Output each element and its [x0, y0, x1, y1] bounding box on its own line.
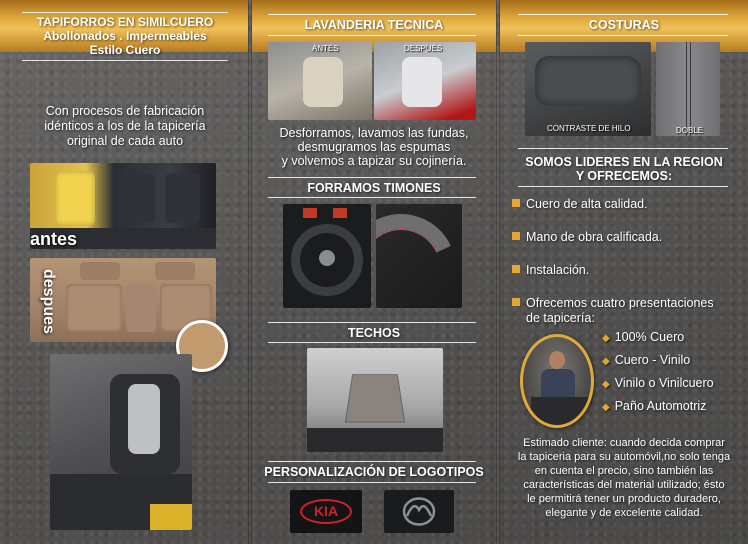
intro-line-3: original de cada auto [66, 134, 184, 148]
techos-title: TECHOS [347, 326, 401, 340]
option-text: Cuero - Vinilo [614, 353, 691, 367]
col1-title: TAPIFORROS EN SIMILCUERO [36, 15, 214, 29]
bullet-item-3 [512, 263, 589, 277]
intro-line-2: idénticos a los de la tapicería [44, 119, 206, 133]
option-text: Vinilo o Vinilcuero [614, 376, 714, 390]
bullet-text: Mano de obra calificada. [526, 230, 663, 244]
column-divider [496, 0, 500, 544]
worker-photo [520, 334, 594, 428]
caption-contraste: CONTRASTE DE HILO [547, 124, 631, 133]
column-divider [248, 0, 252, 544]
costura-doble-photo [656, 42, 720, 136]
logotipos-title: PERSONALIZACIÓN DE LOGOTIPOS [264, 465, 484, 479]
bullet-item-1 [512, 197, 648, 211]
label-antes: antes [30, 229, 78, 249]
bullet-square-icon [512, 232, 520, 240]
label-despues: despues [40, 269, 57, 334]
diamond-bullet-icon: ◆ [602, 356, 610, 367]
lavanderia-text-2: desmugramos las espumas [297, 140, 451, 154]
col1-subtitle: Abollonados . Impermeables [43, 29, 207, 43]
diamond-bullet-icon: ◆ [602, 333, 610, 344]
title-rule [268, 322, 476, 323]
lavanderia-text-1: Desforramos, lavamos las fundas, [279, 126, 469, 140]
title-rule [518, 186, 728, 187]
title-rule [268, 177, 476, 178]
costura-contraste-photo [525, 42, 651, 136]
timones-title: FORRAMOS TIMONES [307, 181, 441, 195]
bullet-text: Cuero de alta calidad. [526, 197, 648, 211]
note-line-6: elegante y de excelente calidad. [545, 507, 703, 519]
title-rule [518, 35, 728, 36]
caption-despues: DESPUÉS [404, 44, 443, 53]
title-rule [268, 482, 476, 483]
note-line-1: Estimado cliente: cuando decida comprar [523, 437, 725, 449]
steering-stitch-photo [376, 204, 462, 308]
caption-doble: DOBLE [676, 126, 704, 135]
note-line-4: características del material utilizado; ésto [523, 479, 725, 491]
title-rule [22, 12, 228, 13]
bullet-item-2 [512, 230, 662, 244]
bullet-item-4-cont: de tapicería: [526, 311, 595, 325]
mazda-logo-icon [384, 490, 454, 533]
col1-subtitle-2: Estilo Cuero [89, 43, 161, 57]
costuras-title: COSTURAS [588, 18, 660, 32]
bullet-square-icon [512, 265, 520, 273]
lideres-subtitle: Y OFRECEMOS: [575, 169, 673, 183]
note-line-3: en cuenta el precio, sino también las [534, 465, 714, 477]
title-rule [518, 148, 728, 149]
title-rule [268, 35, 476, 36]
title-rule [268, 197, 476, 198]
bullet-text: Instalación. [526, 263, 590, 277]
option-text: Paño Automotriz [614, 399, 707, 413]
lideres-title: SOMOS LIDERES EN LA REGION [525, 155, 723, 169]
title-rule [268, 342, 476, 343]
title-rule [268, 461, 476, 462]
lavanderia-before-photo [268, 42, 372, 120]
mazda-logo-sample [384, 490, 454, 533]
bullet-item-4 [512, 296, 714, 310]
bullet-text: Ofrecemos cuatro presentaciones [526, 296, 714, 310]
option-text: 100% Cuero [614, 330, 685, 344]
bullet-square-icon [512, 199, 520, 207]
title-rule [518, 14, 728, 15]
note-line-2: la tapiceria para su automóvil,no solo tenga [517, 451, 731, 463]
option-item-2 [602, 353, 690, 367]
lavanderia-after-photo [374, 42, 476, 120]
caption-antes: ANTÉS [312, 44, 339, 53]
diamond-bullet-icon: ◆ [602, 379, 610, 390]
note-line-5: le permitirá tener un producto duradero, [527, 493, 721, 505]
diamond-bullet-icon: ◆ [602, 402, 610, 413]
intro-line-1: Con procesos de fabricación [45, 104, 205, 118]
option-item-1 [602, 330, 684, 344]
kia-logo-sample [290, 490, 362, 533]
techo-photo [307, 348, 443, 452]
bullet-square-icon [512, 298, 520, 306]
option-item-3 [602, 376, 714, 390]
kia-logo-text: KIA [313, 503, 339, 519]
title-rule [22, 60, 228, 61]
option-item-4 [602, 399, 706, 413]
lavanderia-text-3: y volvemos a tapizar su cojinería. [281, 154, 467, 168]
title-rule [268, 14, 476, 15]
lavanderia-title: LAVANDERIA TECNICA [304, 18, 444, 32]
steering-wheel-photo [283, 204, 371, 308]
seat-detail-photo [50, 354, 192, 530]
